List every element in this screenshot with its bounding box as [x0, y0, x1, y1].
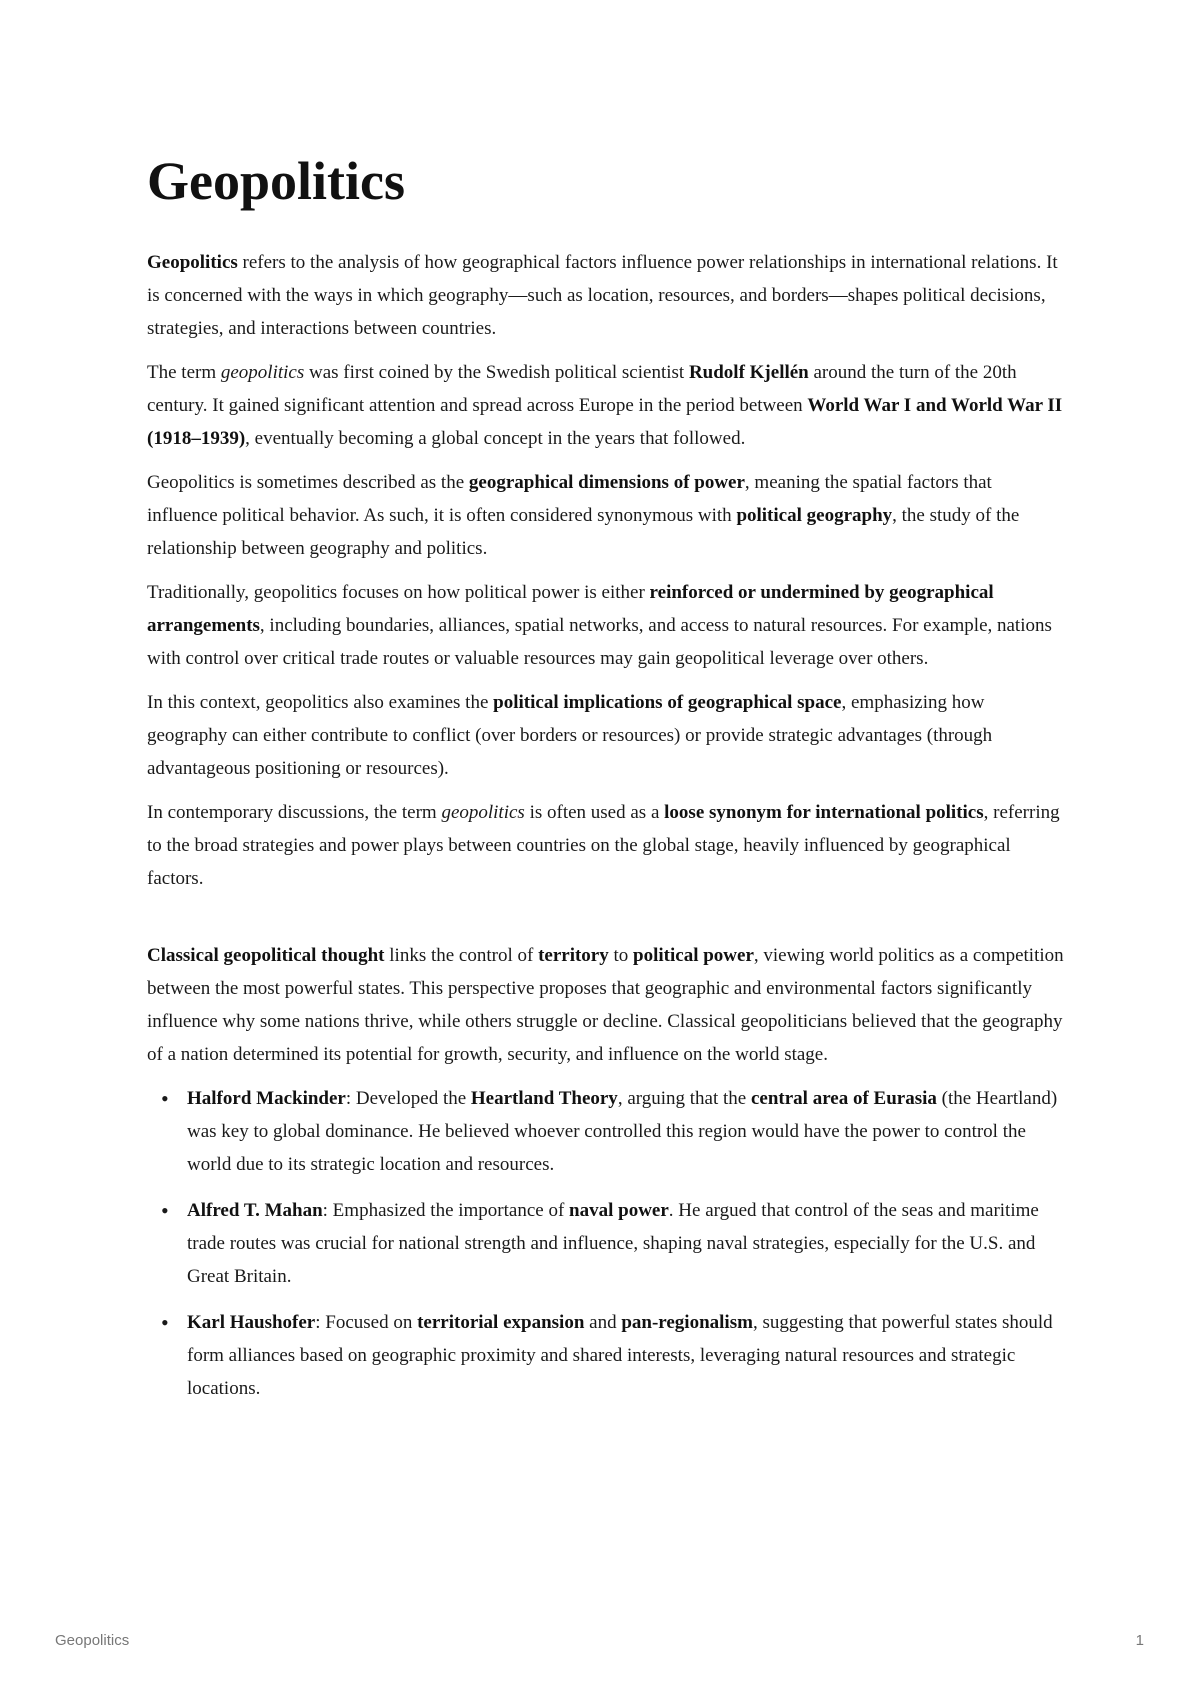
bold-term: political implications of geographical space: [493, 692, 842, 713]
bold-term: Rudolf Kjellén: [688, 362, 809, 383]
bold-term: pan-regionalism: [621, 1312, 753, 1333]
thinker-name: Karl Haushofer: [187, 1312, 316, 1333]
paragraph-traditional: Traditionally, geopolitics focuses on how political power is either reinforced or undermined by geographical arrangements, including boundaries, alliances, spatial networks, and access to natural resources. For example, nations with control over critical trade routes or valuable resources may gain geopolitical leverage over others.: [147, 582, 1052, 669]
paragraph-definition: Geopolitics refers to the analysis of how geographical factors influence power relationships in international relations. It is concerned with the ways in which geography—such as location, resources, and borders—shapes political decisions, strategies, and interactions between countries.: [147, 252, 1058, 339]
paragraph-contemporary: In contemporary discussions, the term geopolitics is often used as a loose synonym for international politics, referring to the broad strategies and power plays between countries on the global stage, heavily influenced by geographical factors.: [147, 802, 1060, 889]
italic-term: geopolitics: [220, 362, 305, 383]
italic-term: geopolitics: [441, 802, 525, 823]
thinker-name: Halford Mackinder: [187, 1088, 346, 1109]
bold-term: Geopolitics: [147, 252, 238, 273]
bold-term: Classical geopolitical thought: [147, 945, 385, 966]
paragraph-context: In this context, geopolitics also examines the political implications of geographical space, emphasizing how geography can either contribute to conflict (over borders or resources) or provide strategic advantages (through advantageous positioning or resources).: [147, 692, 993, 779]
bold-term: World War I and World War II (1918–1939): [147, 395, 1063, 449]
document-page: [147, 150, 1067, 1418]
bold-term: reinforced or undermined by geographical arrangements: [147, 582, 994, 636]
thinkers-list: [147, 1082, 1067, 1405]
paragraph-classical: Classical geopolitical thought links the control of territory to political power, viewing world politics as a competition between the most powerful states. This perspective proposes that geographic and environmental factors significantly influence why some nations thrive, while others struggle or decline. Classical geopoliticians believed that the geography of a nation determined its potential for growth, security, and influence on the world stage.: [147, 945, 1064, 1065]
bold-term: territory: [538, 945, 609, 966]
bold-term: territorial expansion: [417, 1312, 585, 1333]
bold-term: political power: [633, 945, 754, 966]
page-title: Geopolitics: [147, 151, 405, 211]
bold-term: geographical dimensions of power: [468, 472, 745, 493]
page-number: 1: [1135, 1632, 1144, 1649]
list-item: • Alfred T. Mahan: Emphasized the importance of naval power. He argued that control of the seas and maritime trade routes was crucial for national strength and influence, shaping naval strategies, especially for the U.S. and Great Britain.: [187, 1194, 1067, 1293]
list-item: • Halford Mackinder: Developed the Heartland Theory, arguing that the central area of Eurasia (the Heartland) was key to global dominance. He believed whoever controlled this region would have the power to control the world due to its strategic location and resources.: [187, 1082, 1067, 1181]
bold-term: political geography: [736, 505, 893, 526]
paragraph-dimensions: Geopolitics is sometimes described as the geographical dimensions of power, meaning the spatial factors that influence political behavior. As such, it is often considered synonymous with political geography, the study of the relationship between geography and politics.: [147, 472, 1020, 559]
footer-title: Geopolitics: [55, 1632, 130, 1649]
paragraph-origin: The term geopolitics was first coined by the Swedish political scientist Rudolf Kjellén around the turn of the 20th century. It gained significant attention and spread across Europe in the period between World War I and World War II (1918–1939), eventually becoming a global concept in the years that followed.: [147, 362, 1063, 449]
bold-term: naval power: [569, 1200, 669, 1221]
bold-term: central area of Eurasia: [750, 1088, 937, 1109]
thinker-name: Alfred T. Mahan: [187, 1200, 323, 1221]
bold-term: Heartland Theory: [470, 1088, 618, 1109]
list-item: • Karl Haushofer: Focused on territorial expansion and pan-regionalism, suggesting that powerful states should form alliances based on geographic proximity and shared interests, leveraging natural resources and strategic locations.: [187, 1306, 1067, 1405]
bold-term: loose synonym for international politics: [664, 802, 984, 823]
